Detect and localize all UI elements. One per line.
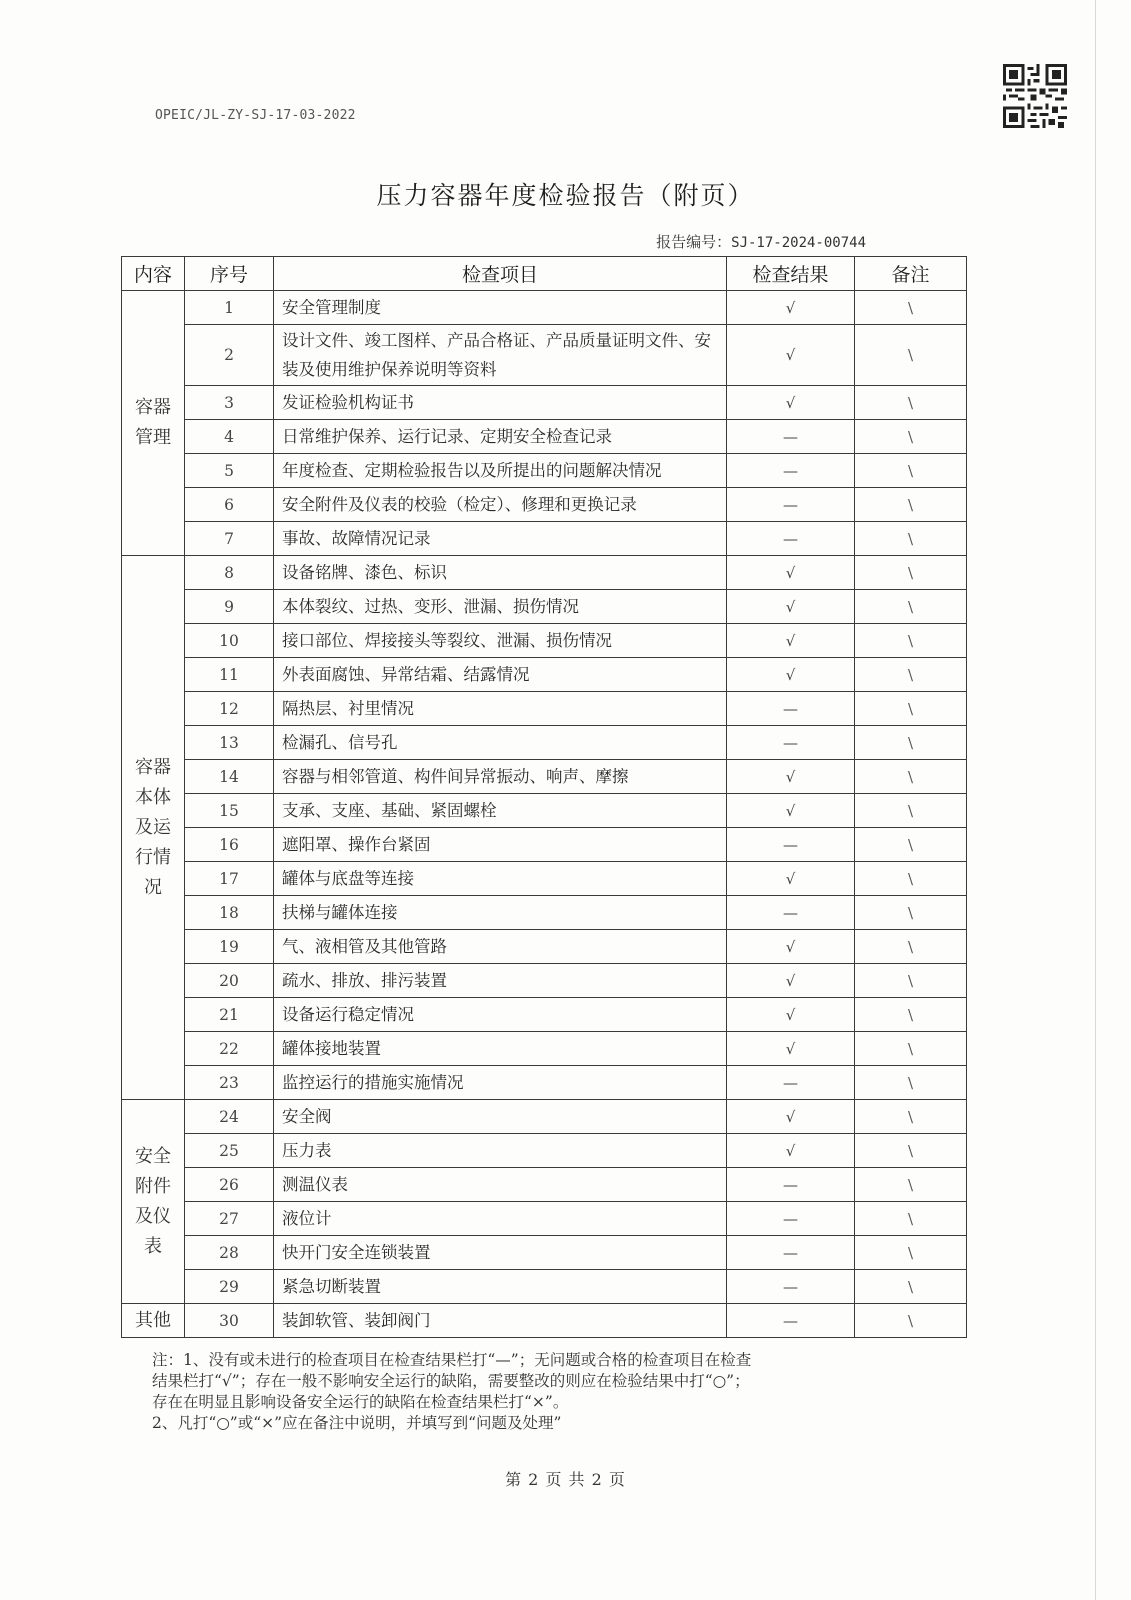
item-cell: 压力表 [274, 1134, 727, 1168]
column-header-remark: 备注 [855, 257, 967, 291]
seq-cell: 22 [185, 1032, 274, 1066]
table-row [122, 454, 967, 488]
remark-cell: \ [855, 726, 967, 760]
item-cell: 设备铭牌、漆色、标识 [274, 556, 727, 590]
table-row [122, 998, 967, 1032]
table-row [122, 1270, 967, 1304]
seq-cell: 19 [185, 930, 274, 964]
table-row [122, 692, 967, 726]
table-row [122, 522, 967, 556]
remark-cell: \ [855, 522, 967, 556]
category-cell: 其他 [122, 1304, 185, 1338]
table-row [122, 1066, 967, 1100]
seq-cell: 18 [185, 896, 274, 930]
seq-cell: 3 [185, 386, 274, 420]
table-row [122, 291, 967, 325]
seq-cell: 16 [185, 828, 274, 862]
table-row [122, 556, 967, 590]
result-cell: √ [727, 386, 855, 420]
item-cell: 液位计 [274, 1202, 727, 1236]
result-cell: — [727, 1202, 855, 1236]
seq-cell: 24 [185, 1100, 274, 1134]
result-cell: √ [727, 325, 855, 386]
remark-cell: \ [855, 1270, 967, 1304]
remark-cell: \ [855, 1100, 967, 1134]
item-cell: 外表面腐蚀、异常结霜、结露情况 [274, 658, 727, 692]
item-cell: 日常维护保养、运行记录、定期安全检查记录 [274, 420, 727, 454]
result-cell: √ [727, 291, 855, 325]
table-row [122, 1134, 967, 1168]
remark-cell: \ [855, 828, 967, 862]
item-cell: 紧急切断装置 [274, 1270, 727, 1304]
remark-cell: \ [855, 998, 967, 1032]
table-row [122, 325, 967, 386]
item-cell: 测温仪表 [274, 1168, 727, 1202]
remark-cell: \ [855, 1168, 967, 1202]
remark-cell: \ [855, 930, 967, 964]
item-cell: 罐体接地装置 [274, 1032, 727, 1066]
remark-cell: \ [855, 964, 967, 998]
column-header-result: 检查结果 [727, 257, 855, 291]
table-row [122, 794, 967, 828]
result-cell: — [727, 1168, 855, 1202]
result-cell: — [727, 454, 855, 488]
seq-cell: 9 [185, 590, 274, 624]
item-cell: 发证检验机构证书 [274, 386, 727, 420]
seq-cell: 11 [185, 658, 274, 692]
remark-cell: \ [855, 386, 967, 420]
remark-cell: \ [855, 488, 967, 522]
remark-cell: \ [855, 624, 967, 658]
remark-cell: \ [855, 590, 967, 624]
remark-cell: \ [855, 1134, 967, 1168]
table-body [122, 291, 967, 1338]
seq-cell: 2 [185, 325, 274, 386]
table-row [122, 1202, 967, 1236]
notes-section [152, 1350, 912, 1434]
table-row [122, 488, 967, 522]
remark-cell: \ [855, 1236, 967, 1270]
result-cell: √ [727, 1100, 855, 1134]
result-cell: — [727, 896, 855, 930]
table-row [122, 930, 967, 964]
item-cell: 监控运行的措施实施情况 [274, 1066, 727, 1100]
remark-cell: \ [855, 658, 967, 692]
result-cell: — [727, 726, 855, 760]
result-cell: √ [727, 964, 855, 998]
seq-cell: 12 [185, 692, 274, 726]
table-row [122, 386, 967, 420]
seq-cell: 4 [185, 420, 274, 454]
result-cell: — [727, 488, 855, 522]
result-cell: √ [727, 1032, 855, 1066]
item-cell: 设备运行稳定情况 [274, 998, 727, 1032]
note-line: 注：1、没有或未进行的检查项目在检查结果栏打“—”；无问题或合格的检查项目在检查 [152, 1351, 752, 1369]
column-header-seq: 序号 [185, 257, 274, 291]
table-row [122, 964, 967, 998]
seq-cell: 14 [185, 760, 274, 794]
item-cell: 设计文件、竣工图样、产品合格证、产品质量证明文件、安装及使用维护保养说明等资料 [274, 325, 727, 386]
seq-cell: 25 [185, 1134, 274, 1168]
remark-cell: \ [855, 325, 967, 386]
seq-cell: 8 [185, 556, 274, 590]
seq-cell: 6 [185, 488, 274, 522]
item-cell: 本体裂纹、过热、变形、泄漏、损伤情况 [274, 590, 727, 624]
remark-cell: \ [855, 454, 967, 488]
result-cell: — [727, 1066, 855, 1100]
report-number [656, 231, 866, 252]
table-row [122, 420, 967, 454]
item-cell: 安全阀 [274, 1100, 727, 1134]
item-cell: 疏水、排放、排污装置 [274, 964, 727, 998]
result-cell: — [727, 828, 855, 862]
column-header-category: 内容 [122, 257, 185, 291]
table-row [122, 1304, 967, 1338]
remark-cell: \ [855, 794, 967, 828]
result-cell: √ [727, 760, 855, 794]
seq-cell: 21 [185, 998, 274, 1032]
seq-cell: 27 [185, 1202, 274, 1236]
table-row [122, 726, 967, 760]
item-cell: 接口部位、焊接接头等裂纹、泄漏、损伤情况 [274, 624, 727, 658]
page-number: 第 2 页 共 2 页 [505, 1470, 626, 1489]
seq-cell: 20 [185, 964, 274, 998]
table-row [122, 658, 967, 692]
table-row [122, 760, 967, 794]
seq-cell: 5 [185, 454, 274, 488]
remark-cell: \ [855, 420, 967, 454]
seq-cell: 17 [185, 862, 274, 896]
remark-cell: \ [855, 692, 967, 726]
item-cell: 支承、支座、基础、紧固螺栓 [274, 794, 727, 828]
table-row [122, 624, 967, 658]
table-row [122, 1236, 967, 1270]
item-cell: 遮阳罩、操作台紧固 [274, 828, 727, 862]
inspection-table [121, 256, 967, 1338]
result-cell: — [727, 1270, 855, 1304]
category-cell: 容器 本体 及运 行情 况 [122, 556, 185, 1100]
note-line: 2、凡打“○”或“×”应在备注中说明，并填写到“问题及处理” [152, 1414, 562, 1432]
result-cell: — [727, 1304, 855, 1338]
table-row [122, 862, 967, 896]
seq-cell: 10 [185, 624, 274, 658]
category-cell: 容器 管理 [122, 291, 185, 556]
item-cell: 事故、故障情况记录 [274, 522, 727, 556]
report-number-value: SJ-17-2024-00744 [731, 235, 866, 251]
note-line: 结果栏打“√”；存在一般不影响安全运行的缺陷，需要整改的则应在检验结果中打“○”； [152, 1372, 750, 1390]
table-row [122, 828, 967, 862]
result-cell: √ [727, 930, 855, 964]
result-cell: √ [727, 794, 855, 828]
item-cell: 年度检查、定期检验报告以及所提出的问题解决情况 [274, 454, 727, 488]
result-cell: √ [727, 1134, 855, 1168]
item-cell: 快开门安全连锁装置 [274, 1236, 727, 1270]
table-row [122, 896, 967, 930]
remark-cell: \ [855, 1304, 967, 1338]
result-cell: — [727, 1236, 855, 1270]
table-row [122, 590, 967, 624]
remark-cell: \ [855, 556, 967, 590]
seq-cell: 29 [185, 1270, 274, 1304]
result-cell: √ [727, 556, 855, 590]
result-cell: — [727, 420, 855, 454]
remark-cell: \ [855, 1066, 967, 1100]
column-header-item: 检查项目 [274, 257, 727, 291]
item-cell: 气、液相管及其他管路 [274, 930, 727, 964]
result-cell: √ [727, 862, 855, 896]
category-cell: 安全 附件 及仪 表 [122, 1100, 185, 1304]
page-title: 压力容器年度检验报告（附页） [376, 181, 755, 210]
remark-cell: \ [855, 291, 967, 325]
report-number-label: 报告编号： [656, 233, 732, 251]
table-header-row [122, 257, 967, 291]
result-cell: √ [727, 590, 855, 624]
seq-cell: 30 [185, 1304, 274, 1338]
result-cell: √ [727, 998, 855, 1032]
remark-cell: \ [855, 896, 967, 930]
table-row [122, 1168, 967, 1202]
result-cell: — [727, 522, 855, 556]
remark-cell: \ [855, 1202, 967, 1236]
result-cell: √ [727, 658, 855, 692]
item-cell: 扶梯与罐体连接 [274, 896, 727, 930]
seq-cell: 13 [185, 726, 274, 760]
seq-cell: 28 [185, 1236, 274, 1270]
note-line: 存在在明显且影响设备安全运行的缺陷在检查结果栏打“×”。 [152, 1393, 569, 1411]
remark-cell: \ [855, 1032, 967, 1066]
table-row [122, 1032, 967, 1066]
result-cell: √ [727, 624, 855, 658]
item-cell: 隔热层、衬里情况 [274, 692, 727, 726]
scan-edge-line [1095, 0, 1096, 1600]
seq-cell: 23 [185, 1066, 274, 1100]
item-cell: 检漏孔、信号孔 [274, 726, 727, 760]
item-cell: 安全管理制度 [274, 291, 727, 325]
table-row [122, 1100, 967, 1134]
seq-cell: 26 [185, 1168, 274, 1202]
remark-cell: \ [855, 760, 967, 794]
item-cell: 容器与相邻管道、构件间异常振动、响声、摩擦 [274, 760, 727, 794]
remark-cell: \ [855, 862, 967, 896]
seq-cell: 1 [185, 291, 274, 325]
result-cell: — [727, 692, 855, 726]
seq-cell: 15 [185, 794, 274, 828]
seq-cell: 7 [185, 522, 274, 556]
item-cell: 装卸软管、装卸阀门 [274, 1304, 727, 1338]
item-cell: 罐体与底盘等连接 [274, 862, 727, 896]
document-code: OPEIC/JL-ZY-SJ-17-03-2022 [155, 108, 356, 123]
qr-code-icon [1003, 64, 1067, 128]
item-cell: 安全附件及仪表的校验（检定）、修理和更换记录 [274, 488, 727, 522]
